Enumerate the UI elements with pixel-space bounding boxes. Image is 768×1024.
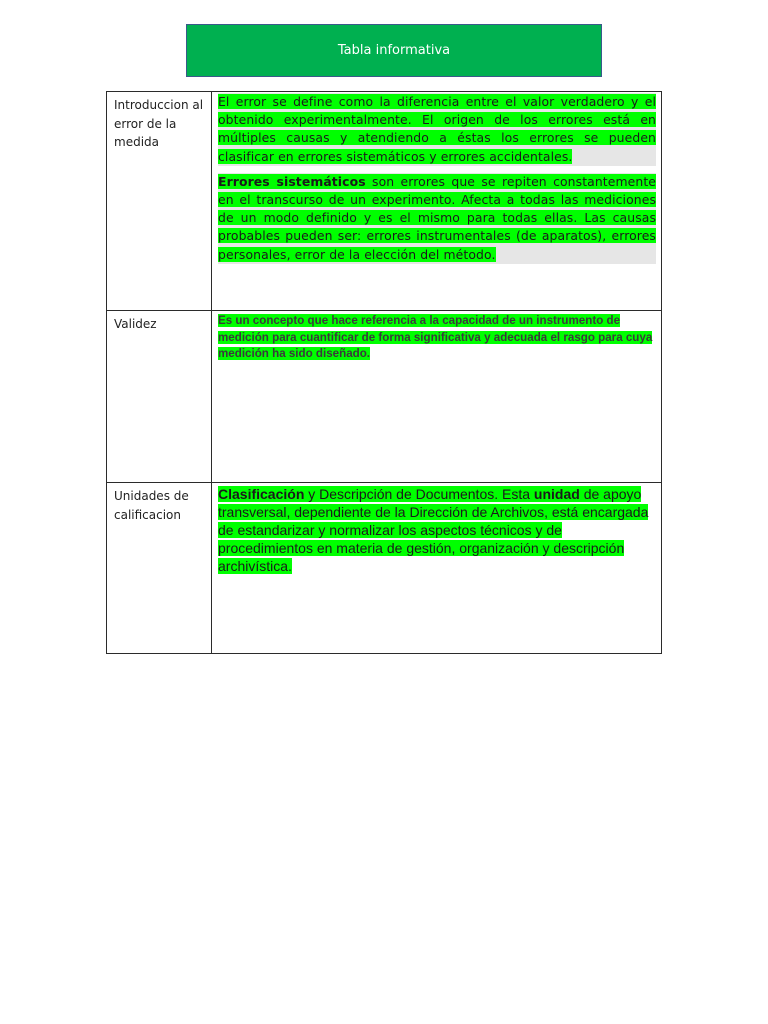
systematic-errors-text: son errores que se repiten constantemente en el transcurso de un experimento. Afecta a todas las mediciones de un modo definido y es el mismo para todas ellas. Las causas probables pueden ser: errores instrumentales (de aparatos), errores personales, error de la elección del método. <box>218 173 657 262</box>
table-row <box>107 311 662 483</box>
row-label-validez: Validez <box>107 311 212 483</box>
clasificacion-term: Clasificación <box>218 486 305 502</box>
table-row <box>107 92 662 311</box>
row-content-validez <box>212 311 662 483</box>
paragraph-definition <box>218 93 656 166</box>
row-label-introduccion: Introduccion al error de la medida <box>107 92 212 311</box>
row-content-unidades <box>212 483 662 654</box>
unidad-term: unidad <box>533 486 580 502</box>
row-content-introduccion <box>212 92 662 311</box>
systematic-errors-term: Errores sistemáticos <box>218 173 366 189</box>
info-table <box>106 91 662 654</box>
paragraph-unidades: Clasificación y Descripción de Documentos. Esta unidad de apoyo transversal, dependiente de la Dirección de Archivos, está encargada de estandarizar y normalizar los aspectos técnicos y de procedimientos en materia de gestión, organización y descripción archivística. <box>218 486 649 574</box>
paragraph-systematic-errors <box>218 173 656 264</box>
definition-text: El error se define como la diferencia entre el valor verdadero y el obtenido experimentalmente. El origen de los errores está en múltiples causas y atendiendo a éstas los errores se pueden clasificar en errores sistemáticos y errores accidentales. <box>218 94 656 164</box>
table-title: Tabla informativa <box>337 43 451 58</box>
table-row <box>107 483 662 654</box>
title-bar <box>186 24 602 77</box>
validez-text: Es un concepto que hace referencia a la capacidad de un instrumento de medición para cuantificar de forma significativa y adecuada el rasgo para cuya medición ha sido diseñado. <box>218 314 653 360</box>
row-label-unidades: Unidades de calificacion <box>107 483 212 654</box>
paragraph-validez <box>218 313 656 363</box>
